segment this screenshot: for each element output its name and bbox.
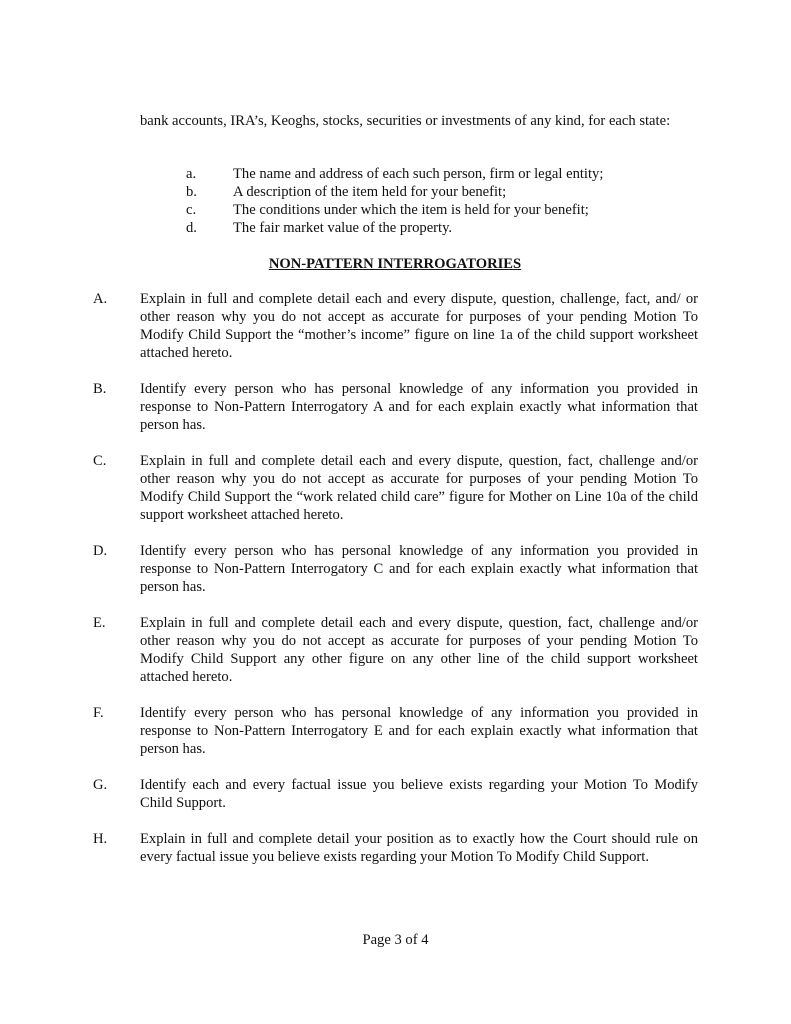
sub-item-letter: c. [186,202,197,218]
page-number-footer: Page 3 of 4 [362,932,429,948]
interrogatory-item [93,614,698,686]
sub-list-item [186,219,698,237]
sub-item-letter: a. [186,166,197,182]
sub-item-letter: d. [186,220,197,236]
sub-list-item [186,165,698,183]
interrogatory-letter: D. [93,543,108,559]
interrogatory-text: Identify every person who has personal knowledge of any information you provided in response to Non-Pattern Interrogatory E and for each explain exactly what information that person has. [140,705,698,757]
sub-list-item [186,183,698,201]
interrogatory-item [93,776,698,812]
interrogatory-letter: H. [93,831,108,847]
interrogatory-item [93,380,698,434]
interrogatory-text: Explain in full and complete detail each and every dispute, question, fact, challenge and/or other reason why you do not accept as accurate for purposes of your pending Motion To Modify Child Support the “work related child care” figure for Mother on Line 10a of the child support worksheet attached hereto. [140,453,698,523]
sub-list-item [186,201,698,219]
interrogatory-text: Identify each and every factual issue you believe exists regarding your Motion To Modify Child Support. [140,777,698,811]
interrogatory-text: Explain in full and complete detail each and every dispute, question, challenge, fact, and/ or other reason why you do not accept as accurate for purposes of your pending Motion To Modify Child Support the “mother’s income” figure on line 1a of the child support worksheet attached hereto. [140,291,698,361]
interrogatory-letter: G. [93,777,108,793]
intro-paragraph: bank accounts, IRA’s, Keoghs, stocks, securities or investments of any kind, for each state: [140,113,671,129]
interrogatory-letter: B. [93,381,107,397]
interrogatory-item [93,830,698,866]
interrogatory-text: Explain in full and complete detail your position as to exactly how the Court should rule on every factual issue you believe exists regarding your Motion To Modify Child Support. [140,831,698,865]
sub-item-text: A description of the item held for your benefit; [233,184,507,200]
interrogatory-item [93,704,698,758]
sub-item-text: The conditions under which the item is held for your benefit; [233,202,589,218]
interrogatory-letter: A. [93,291,108,307]
interrogatory-item [93,542,698,596]
interrogatory-item [93,290,698,362]
interrogatory-text: Identify every person who has personal knowledge of any information you provided in response to Non-Pattern Interrogatory C and for each explain exactly what information that person has. [140,543,698,595]
sub-item-text: The fair market value of the property. [233,220,453,236]
sub-list [186,165,698,237]
interrogatory-letter: E. [93,615,106,631]
interrogatory-text: Identify every person who has personal knowledge of any information you provided in response to Non-Pattern Interrogatory A and for each explain exactly what information that person has. [140,381,698,433]
interrogatory-letter: F. [93,705,104,721]
interrogatory-letter: C. [93,453,107,469]
interrogatory-text: Explain in full and complete detail each and every dispute, question, fact, challenge and/or other reason why you do not accept as accurate for purposes of your pending Motion To Modify Child Support any other figure on any other line of the child support worksheet attached hereto. [140,615,698,685]
interrogatory-item [93,452,698,524]
sub-item-text: The name and address of each such person, firm or legal entity; [233,166,604,182]
section-heading: NON-PATTERN INTERROGATORIES [268,256,522,272]
sub-item-letter: b. [186,184,197,200]
interrogatory-list [93,290,698,884]
